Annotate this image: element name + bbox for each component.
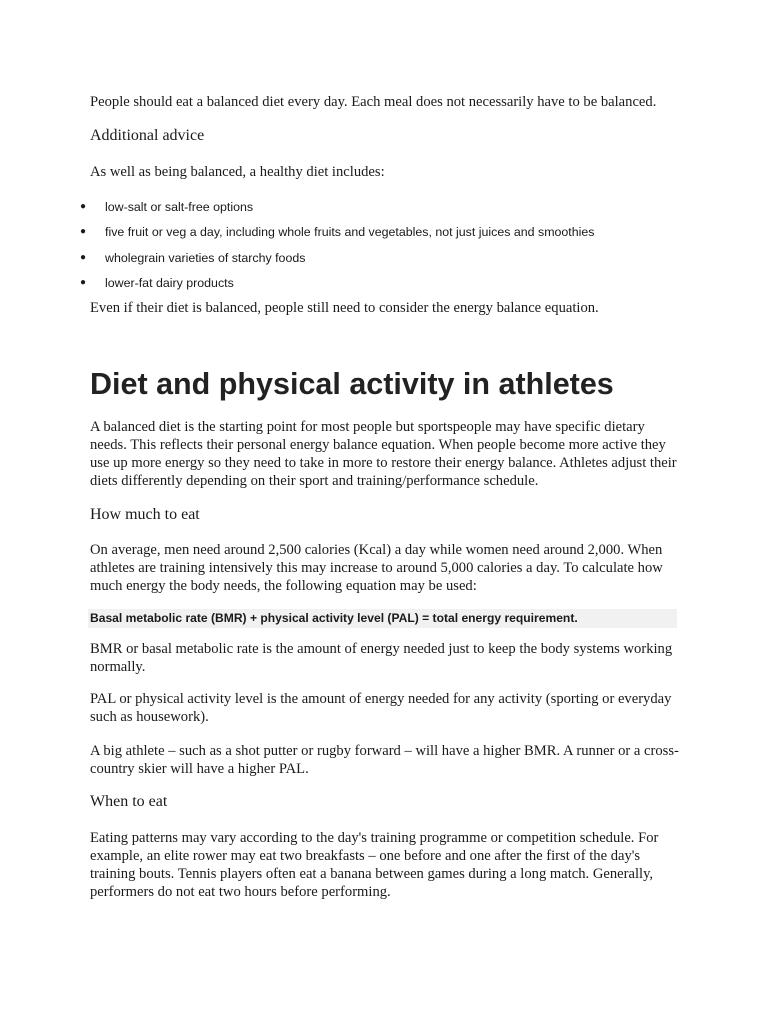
list-item bbox=[80, 249, 680, 274]
healthy-diet-intro: As well as being balanced, a healthy diet includes: bbox=[90, 164, 385, 180]
bullet-icon: ● bbox=[80, 201, 87, 212]
list-item-text: lower-fat dairy products bbox=[105, 275, 234, 290]
pal-paragraph: PAL or physical activity level is the amount of energy needed for any activity (sporting or everyday such as housework). bbox=[90, 691, 672, 725]
intro-paragraph: People should eat a balanced diet every day. Each meal does not necessarily have to be balanced. bbox=[90, 94, 657, 110]
additional-advice-heading: Additional advice bbox=[90, 127, 205, 144]
list-item bbox=[80, 198, 680, 223]
energy-balance-paragraph: Even if their diet is balanced, people still need to consider the energy balance equation. bbox=[90, 300, 599, 316]
bullet-icon: ● bbox=[80, 276, 87, 288]
bullet-icon: ● bbox=[80, 251, 87, 263]
when-to-eat-heading: When to eat bbox=[90, 793, 168, 810]
list-item-text: wholegrain varieties of starchy foods bbox=[105, 250, 306, 265]
bullet-icon: ● bbox=[80, 226, 87, 238]
athlete-paragraph: A big athlete – such as a shot putter or rugby forward – will have a higher BMR. A runner or a cross-country skier will have a higher PAL. bbox=[90, 743, 679, 777]
how-much-heading: How much to eat bbox=[90, 506, 200, 523]
athletes-intro-paragraph: A balanced diet is the starting point for most people but sportspeople may have specific dietary needs. This reflects their personal energy balance equation. When people become more active they use up more energy so they need to take in more to restore their energy balance. Athletes adjust their diets differently depending on their sport and training/performance schedule. bbox=[90, 419, 677, 489]
calories-paragraph: On average, men need around 2,500 calories (Kcal) a day while women need around 2,000. When athletes are training intensively this may increase to around 5,000 calories a day. To calculate how much energy the body needs, the following equation may be used: bbox=[90, 542, 663, 594]
list-item bbox=[80, 223, 680, 248]
list-item-text: five fruit or veg a day, including whole fruits and vegetables, not just juices and smoothies bbox=[105, 225, 595, 240]
bmr-paragraph: BMR or basal metabolic rate is the amount of energy needed just to keep the body systems working normally. bbox=[90, 641, 673, 675]
equation-box bbox=[88, 609, 677, 628]
list-item bbox=[80, 274, 680, 299]
equation-text: Basal metabolic rate (BMR) + physical activity level (PAL) = total energy requirement. bbox=[90, 611, 578, 625]
advice-list bbox=[80, 198, 680, 299]
section-title: Diet and physical activity in athletes bbox=[90, 367, 614, 401]
list-item-text: low-salt or salt-free options bbox=[105, 200, 254, 214]
eating-patterns-paragraph: Eating patterns may vary according to the day's training programme or competition schedule. For example, an elite rower may eat two breakfasts – one before and one after the first of the day's training bouts. Tennis players often eat a banana between games during a long match. Generally, performers do not eat two hours before performing. bbox=[90, 830, 659, 900]
